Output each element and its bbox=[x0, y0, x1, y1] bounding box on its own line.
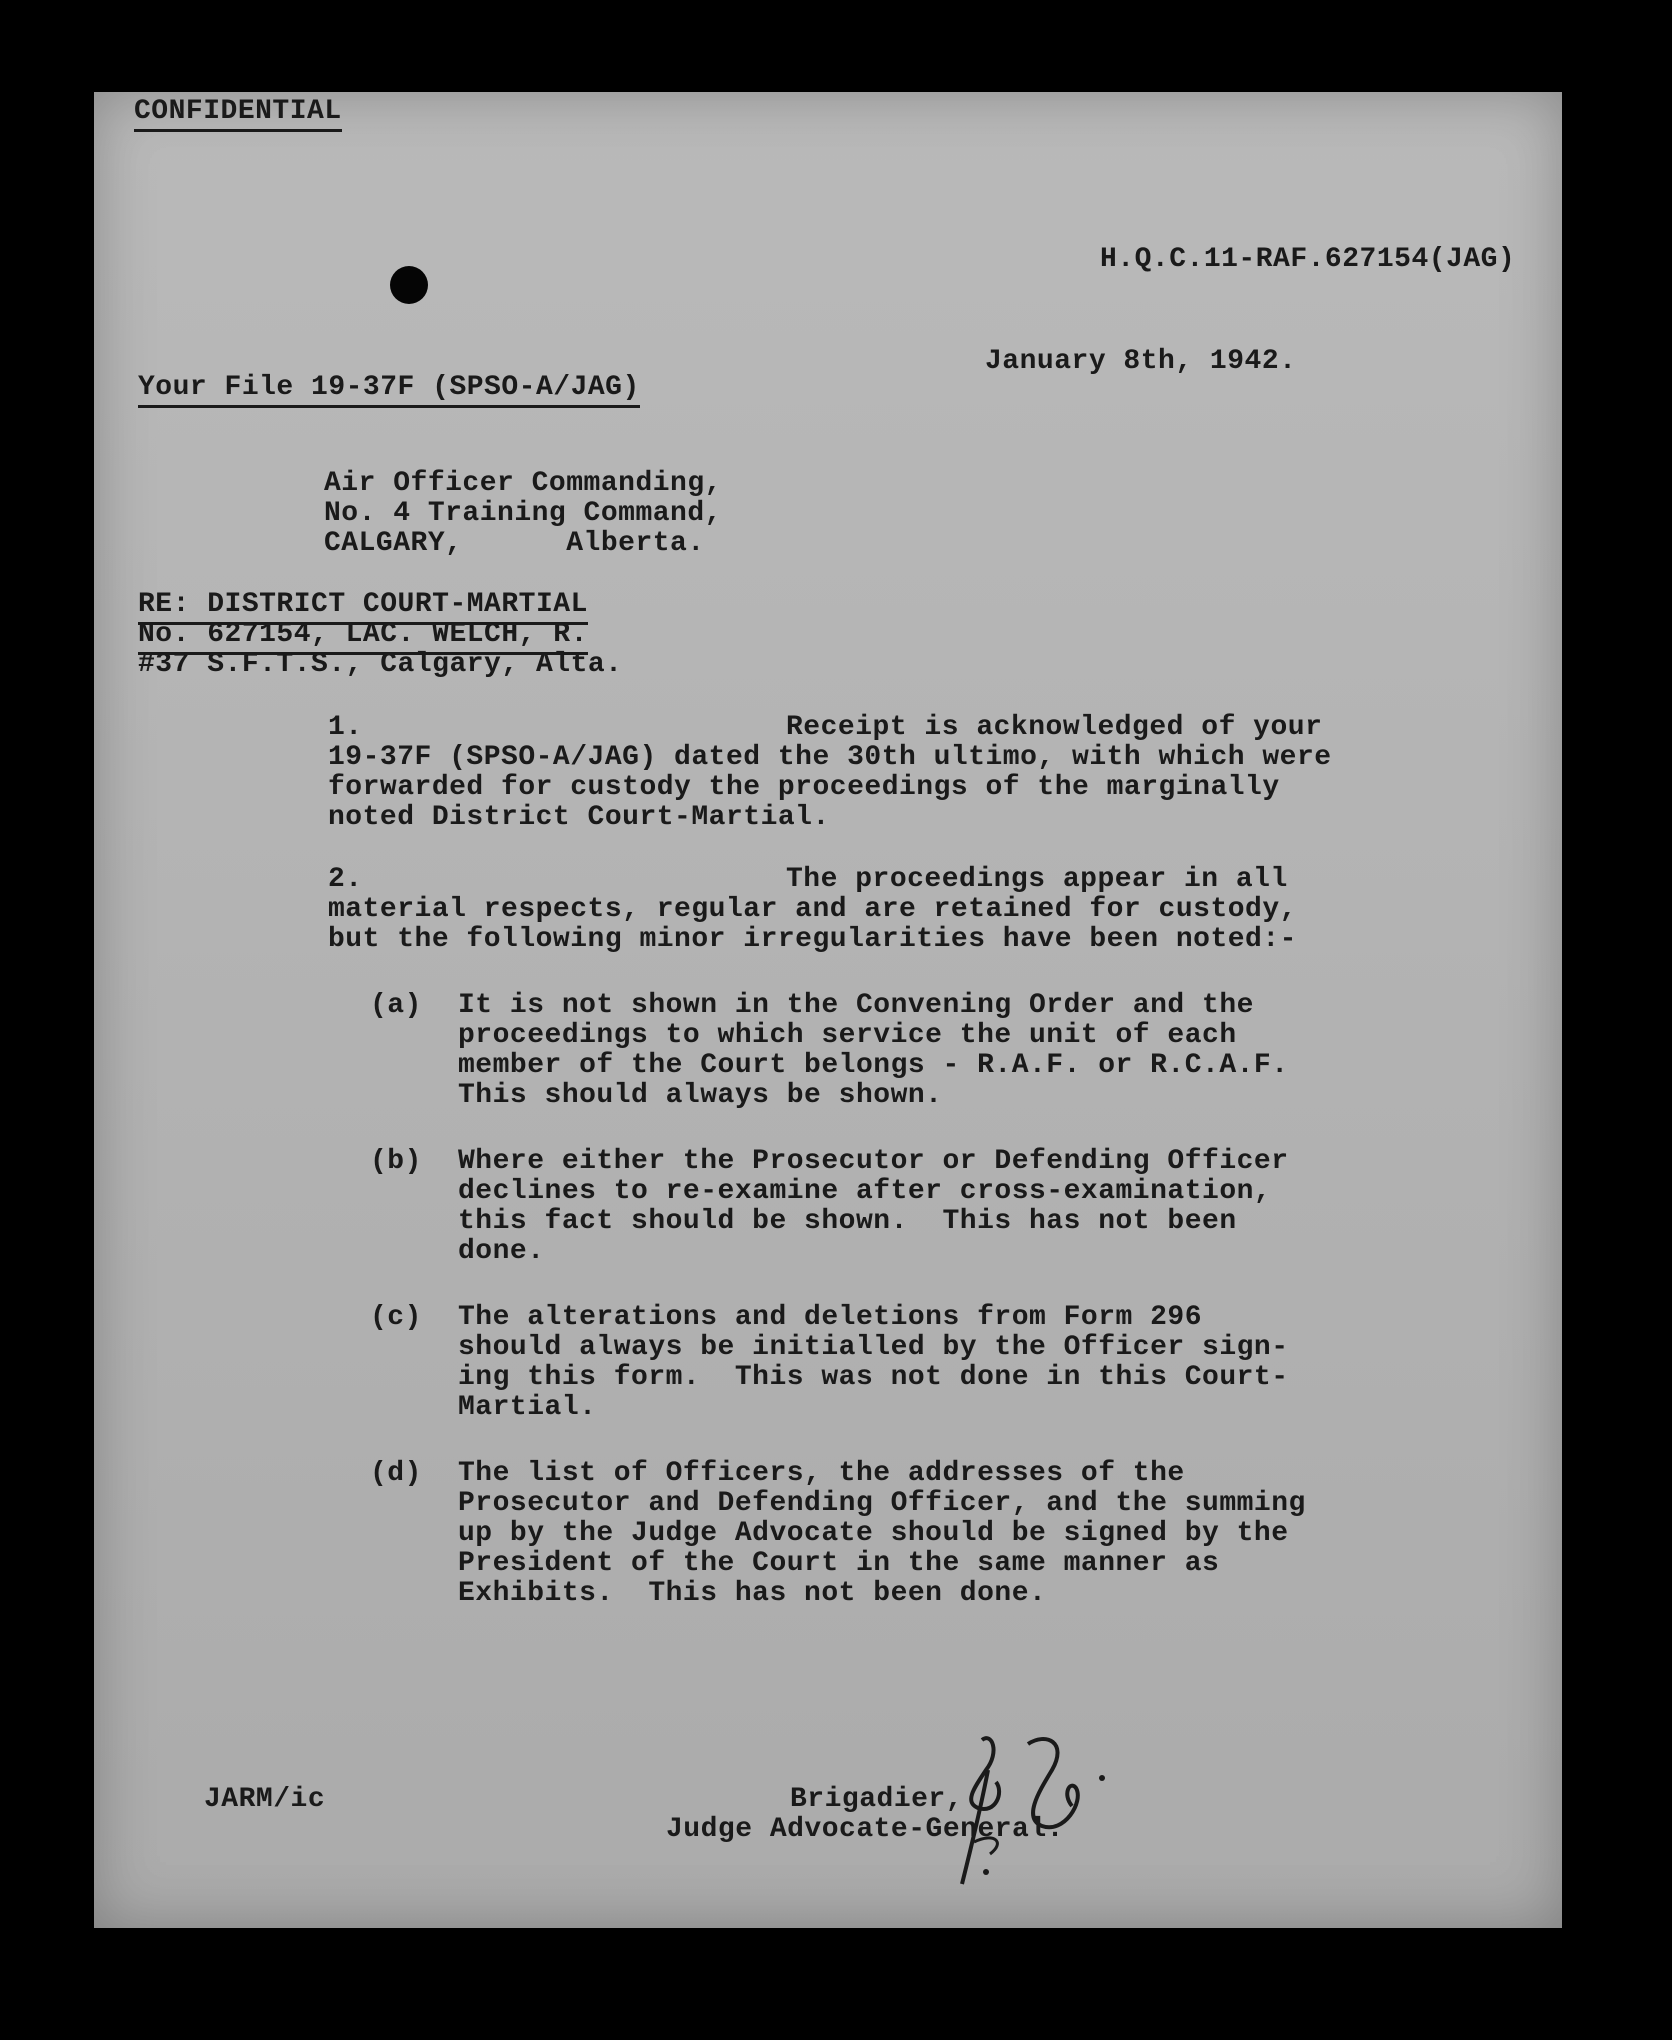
item-label: (a) bbox=[370, 990, 422, 1021]
file-reference: H.Q.C.11-RAF.627154(JAG) bbox=[1100, 244, 1516, 275]
paragraph-line: noted District Court-Martial. bbox=[328, 802, 830, 833]
letter-date: January 8th, 1942. bbox=[985, 346, 1297, 377]
paragraph-line: 19-37F (SPSO-A/JAG) dated the 30th ultimo, with which were bbox=[328, 742, 1332, 773]
item-label: (d) bbox=[370, 1458, 422, 1489]
document-page bbox=[94, 92, 1562, 1928]
handwritten-signature bbox=[944, 1722, 1134, 1892]
paragraph-line: but the following minor irregularities have been noted:- bbox=[328, 924, 1297, 955]
reference-initials: JARM/ic bbox=[204, 1784, 326, 1815]
classification-stamp: CONFIDENTIAL bbox=[134, 96, 342, 132]
item-line: this fact should be shown. This has not been bbox=[458, 1206, 1237, 1237]
paragraph-line: Receipt is acknowledged of your bbox=[786, 712, 1323, 743]
item-line: It is not shown in the Convening Order and the bbox=[458, 990, 1254, 1021]
item-line: should always be initialled by the Officer sign- bbox=[458, 1332, 1289, 1363]
paragraph-line: The proceedings appear in all bbox=[786, 864, 1288, 895]
item-label: (b) bbox=[370, 1146, 422, 1177]
signatory-title: Judge Advocate-General. bbox=[666, 1814, 1064, 1845]
item-line: up by the Judge Advocate should be signed by the bbox=[458, 1518, 1289, 1549]
item-line: declines to re-examine after cross-examination, bbox=[458, 1176, 1272, 1207]
paragraph-line: forwarded for custody the proceedings of the marginally bbox=[328, 772, 1280, 803]
addressee-line: CALGARY, Alberta. bbox=[324, 528, 705, 559]
paragraph-line: material respects, regular and are retained for custody, bbox=[328, 894, 1297, 925]
your-file-reference: Your File 19-37F (SPSO-A/JAG) bbox=[138, 372, 640, 408]
item-line: proceedings to which service the unit of each bbox=[458, 1020, 1237, 1051]
item-label: (c) bbox=[370, 1302, 422, 1333]
punch-hole bbox=[390, 266, 428, 304]
item-line: This should always be shown. bbox=[458, 1080, 943, 1111]
item-line: The alterations and deletions from Form 296 bbox=[458, 1302, 1203, 1333]
item-line: President of the Court in the same manner as bbox=[458, 1548, 1220, 1579]
addressee-line: No. 4 Training Command, bbox=[324, 498, 722, 529]
item-line: Martial. bbox=[458, 1392, 597, 1423]
item-line: Prosecutor and Defending Officer, and the summing bbox=[458, 1488, 1306, 1519]
addressee-line: Air Officer Commanding, bbox=[324, 468, 722, 499]
subject-line: RE: DISTRICT COURT-MARTIAL bbox=[138, 589, 588, 625]
item-line: Where either the Prosecutor or Defending Officer bbox=[458, 1146, 1289, 1177]
item-line: member of the Court belongs - R.A.F. or R.C.A.F. bbox=[458, 1050, 1289, 1081]
subject-line: No. 627154, LAC. WELCH, R. bbox=[138, 619, 588, 655]
item-line: The list of Officers, the addresses of the bbox=[458, 1458, 1185, 1489]
paragraph-number: 2. bbox=[328, 864, 363, 895]
signatory-rank: Brigadier, bbox=[790, 1784, 964, 1815]
paragraph-number: 1. bbox=[328, 712, 363, 743]
item-line: ing this form. This was not done in this Court- bbox=[458, 1362, 1289, 1393]
item-line: Exhibits. This has not been done. bbox=[458, 1578, 1047, 1609]
subject-line: #37 S.F.T.S., Calgary, Alta. bbox=[138, 649, 623, 680]
item-line: done. bbox=[458, 1236, 545, 1267]
